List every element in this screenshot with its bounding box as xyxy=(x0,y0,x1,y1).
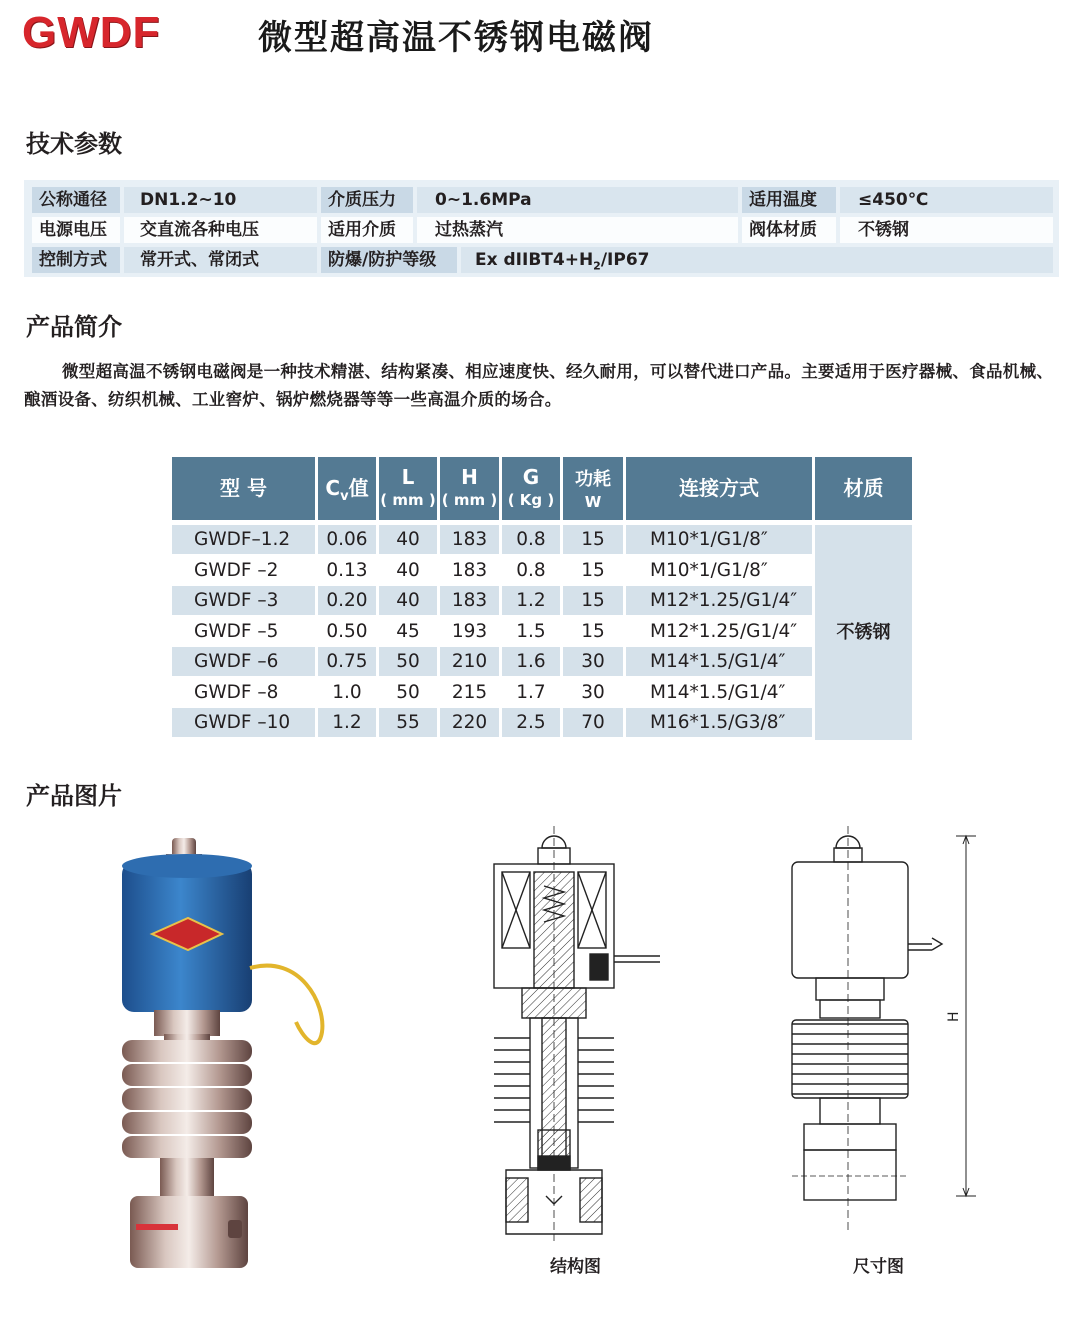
spec-label: 电源电压 xyxy=(32,217,120,243)
table-cell-cv: 1.2 xyxy=(318,708,376,737)
table-cell-model: GWDF –6 xyxy=(172,647,315,676)
spec-label: 控制方式 xyxy=(32,247,120,273)
dimension-H-label: H xyxy=(946,1011,962,1022)
table-cell-G: 1.7 xyxy=(502,678,560,707)
spec-value: 0~1.6MPa xyxy=(417,187,738,213)
spec-data-table xyxy=(172,457,912,740)
spec-value: 过热蒸汽 xyxy=(417,217,738,243)
table-cell-H: 183 xyxy=(440,586,499,615)
page-title: 微型超高温不锈钢电磁阀 xyxy=(258,18,654,58)
th-L-unit: ( mm ) xyxy=(380,491,436,509)
table-cell-model: GWDF –10 xyxy=(172,708,315,737)
table-cell-conn: M14*1.5/G1/4″ xyxy=(626,647,812,676)
table-cell-G: 2.5 xyxy=(502,708,560,737)
protection-sub: 2 xyxy=(593,259,601,273)
table-cell-cv: 0.50 xyxy=(318,617,376,646)
table-cell-conn: M10*1/G1/8″ xyxy=(626,525,812,554)
table-cell-W: 15 xyxy=(563,617,623,646)
table-cell-L: 55 xyxy=(379,708,437,737)
th-H-label: H xyxy=(461,465,478,489)
spec-label: 公称通径 xyxy=(32,187,120,213)
table-cell-W: 15 xyxy=(563,525,623,554)
table-cell-H: 220 xyxy=(440,708,499,737)
spec-value: ≤450℃ xyxy=(840,187,1053,213)
table-cell-W: 30 xyxy=(563,678,623,707)
table-cell-cv: 1.0 xyxy=(318,678,376,707)
th-power-label: 功耗 xyxy=(575,469,611,490)
spec-value: 常开式、常闭式 xyxy=(124,247,317,273)
protection-suffix: /IP67 xyxy=(600,250,650,270)
table-cell-model: GWDF –3 xyxy=(172,586,315,615)
table-cell-G: 0.8 xyxy=(502,556,560,585)
material-merged-cell: 不锈钢 xyxy=(815,525,912,740)
intro-paragraph: 微型超高温不锈钢电磁阀是一种技术精湛、结构紧凑、相应速度快、经久耐用，可以替代进口产品。主要适用于医疗器械、食品机械、酿酒设备、纺织机械、工业窖炉、锅炉燃烧器等等一些高温介质的场合。 xyxy=(24,362,1054,409)
th-cv-main: C xyxy=(325,476,341,500)
structure-caption: 结构图 xyxy=(550,1257,601,1277)
th-cv-sub: v xyxy=(340,489,349,504)
table-cell-conn: M10*1/G1/8″ xyxy=(626,556,812,585)
table-cell-model: GWDF –5 xyxy=(172,617,315,646)
table-cell-L: 40 xyxy=(379,586,437,615)
table-cell-L: 50 xyxy=(379,678,437,707)
table-cell-G: 1.5 xyxy=(502,617,560,646)
table-cell-conn: M14*1.5/G1/4″ xyxy=(626,678,812,707)
spec-value-protection xyxy=(461,247,1053,273)
section-title-photos: 产品图片 xyxy=(26,782,122,810)
table-cell-model: GWDF –8 xyxy=(172,678,315,707)
table-cell-W: 30 xyxy=(563,647,623,676)
spec-label: 阀体材质 xyxy=(742,217,836,243)
table-cell-H: 183 xyxy=(440,556,499,585)
table-cell-cv: 0.75 xyxy=(318,647,376,676)
th-H-unit: ( mm ) xyxy=(441,491,498,509)
dimension-drawing xyxy=(780,826,980,1236)
th-power-unit: W xyxy=(584,493,602,511)
th-model: 型 号 xyxy=(172,457,315,520)
table-cell-model: GWDF –2 xyxy=(172,556,315,585)
table-cell-cv: 0.20 xyxy=(318,586,376,615)
table-cell-W: 15 xyxy=(563,556,623,585)
th-G-unit: ( Kg ) xyxy=(507,491,555,509)
table-cell-L: 40 xyxy=(379,556,437,585)
section-title-tech: 技术参数 xyxy=(26,130,122,158)
spec-label: 介质压力 xyxy=(321,187,413,213)
table-cell-L: 45 xyxy=(379,617,437,646)
th-G-label: G xyxy=(522,465,540,489)
table-cell-conn: M16*1.5/G3/8″ xyxy=(626,708,812,737)
table-cell-conn: M12*1.25/G1/4″ xyxy=(626,586,812,615)
table-cell-L: 40 xyxy=(379,525,437,554)
table-cell-conn: M12*1.25/G1/4″ xyxy=(626,617,812,646)
table-cell-H: 215 xyxy=(440,678,499,707)
table-cell-G: 1.2 xyxy=(502,586,560,615)
section-title-intro: 产品简介 xyxy=(26,313,122,341)
table-cell-cv: 0.13 xyxy=(318,556,376,585)
th-H xyxy=(440,457,499,520)
table-cell-H: 193 xyxy=(440,617,499,646)
table-cell-L: 50 xyxy=(379,647,437,676)
table-cell-cv: 0.06 xyxy=(318,525,376,554)
th-cv-tail: 值 xyxy=(348,476,369,500)
spec-value: 交直流各种电压 xyxy=(124,217,317,243)
product-photo xyxy=(90,836,350,1272)
table-cell-W: 70 xyxy=(563,708,623,737)
th-material: 材质 xyxy=(815,457,912,520)
th-L-label: L xyxy=(401,465,415,489)
table-cell-G: 1.6 xyxy=(502,647,560,676)
spec-table xyxy=(24,180,1059,277)
th-cv xyxy=(318,457,376,520)
table-cell-model: GWDF–1.2 xyxy=(172,525,315,554)
protection-prefix: Ex dIIBT4+H xyxy=(475,250,594,270)
th-G xyxy=(502,457,560,520)
th-L xyxy=(379,457,437,520)
table-cell-H: 210 xyxy=(440,647,499,676)
dimension-caption: 尺寸图 xyxy=(853,1257,904,1277)
table-cell-H: 183 xyxy=(440,525,499,554)
spec-label: 适用介质 xyxy=(321,217,413,243)
table-cell-W: 15 xyxy=(563,586,623,615)
spec-value: DN1.2~10 xyxy=(124,187,317,213)
spec-label: 防爆/防护等级 xyxy=(321,247,457,273)
th-power xyxy=(563,457,623,520)
structure-drawing xyxy=(480,826,670,1246)
spec-value: 不锈钢 xyxy=(840,217,1053,243)
table-cell-G: 0.8 xyxy=(502,525,560,554)
brand-logo: GWDF xyxy=(22,8,161,57)
spec-label: 适用温度 xyxy=(742,187,836,213)
th-connection: 连接方式 xyxy=(626,457,812,520)
